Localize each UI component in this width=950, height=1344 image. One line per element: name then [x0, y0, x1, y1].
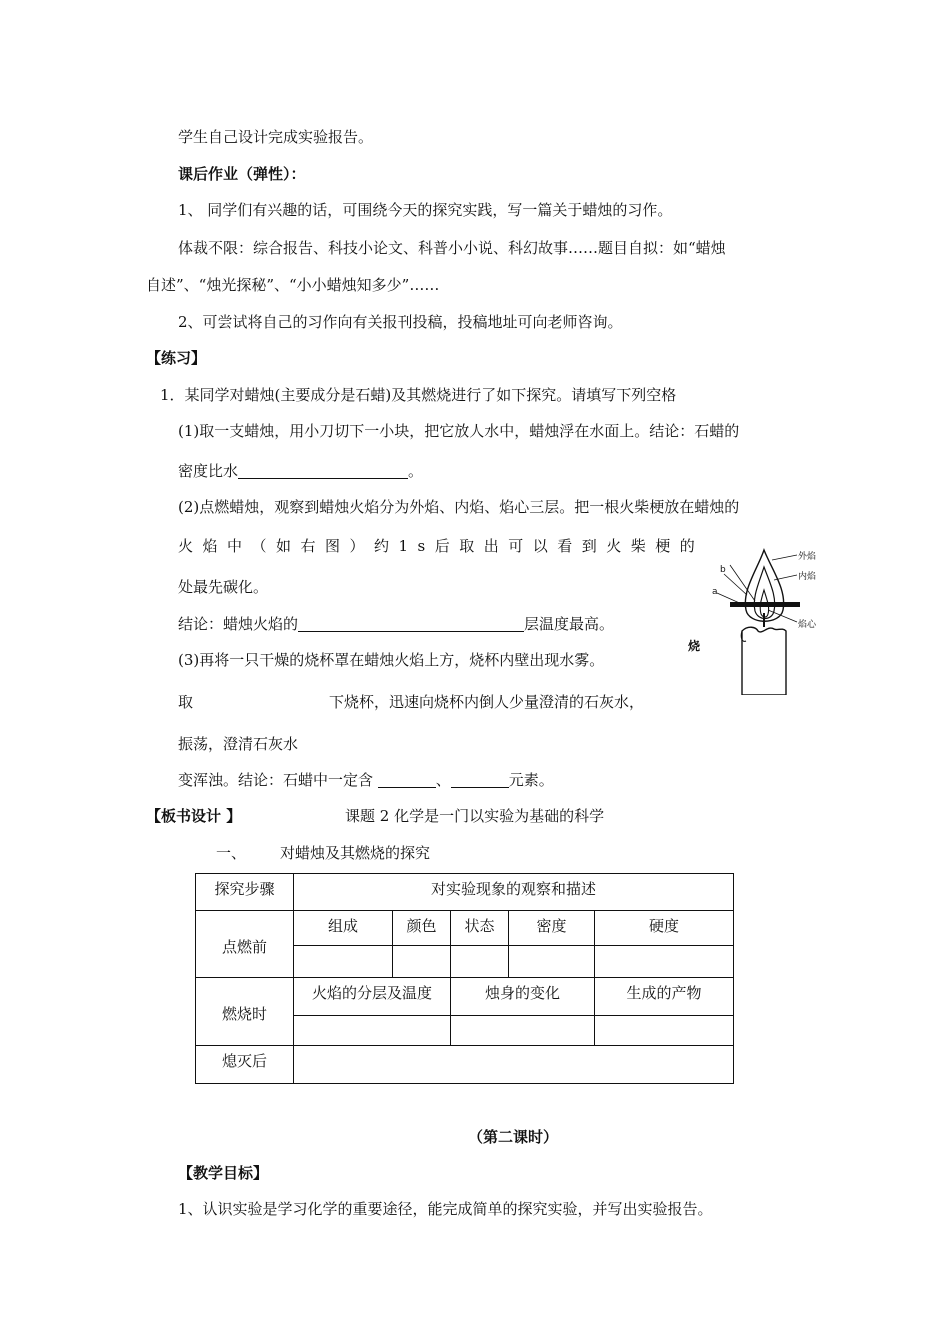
- point-a-label: a: [712, 587, 718, 597]
- question-1-part-1-cont: [178, 461, 423, 481]
- goal-1: 1、认识实验是学习化学的重要途径，能完成简单的探究实验，并写出实验报告。: [178, 1200, 713, 1218]
- practice-heading: 【练习】: [146, 349, 207, 367]
- before-col-composition: 组成: [294, 911, 393, 946]
- element-blank-1[interactable]: [378, 771, 436, 788]
- board-heading: 【板书设计 】: [146, 807, 242, 825]
- element-sep: 、: [435, 771, 451, 789]
- after-cell: [294, 1046, 734, 1084]
- element-blank-2[interactable]: [451, 771, 509, 788]
- row-before-label: 点燃前: [196, 911, 294, 978]
- before-cell: [595, 946, 734, 978]
- outer-flame-label: 外焰: [798, 552, 817, 562]
- burning-col-body: 烛身的变化: [451, 978, 595, 1016]
- board-subtitle: 对蜡烛及其燃烧的探究: [280, 844, 431, 862]
- before-cell: [393, 946, 451, 978]
- burning-col-flame: 火焰的分层及温度: [294, 978, 451, 1016]
- teaching-goals-heading: 【教学目标】: [178, 1164, 269, 1182]
- density-blank[interactable]: [238, 462, 408, 479]
- homework-genre-line: 体裁不限：综合报告、科技小论文、科普小小说、科幻故事……题目自拟：如“蜡烛: [178, 239, 726, 257]
- density-text: 密度比水: [178, 462, 239, 480]
- flame-conclusion: [178, 614, 614, 634]
- board-title: 课题 2 化学是一门以实验为基础的科学: [345, 807, 605, 825]
- before-cell: [451, 946, 509, 978]
- homework-item-2: 2、可尝试将自己的习作向有关报刊投稿，投稿地址可向老师咨询。: [178, 313, 623, 331]
- before-cell: [509, 946, 595, 978]
- point-b-label: b: [720, 565, 726, 575]
- burning-cell: [595, 1016, 734, 1046]
- flame-layer-blank[interactable]: [298, 615, 524, 632]
- before-cell: [294, 946, 393, 978]
- row-after-label: 熄灭后: [196, 1046, 294, 1084]
- before-col-density: 密度: [509, 911, 595, 946]
- flame-conclusion-text: 结论：蜡烛火焰的: [178, 615, 299, 633]
- element-end: 元素。: [508, 771, 554, 789]
- before-col-color: 颜色: [393, 911, 451, 946]
- burning-col-products: 生成的产物: [595, 978, 734, 1016]
- flame-core-label: 焰心: [798, 620, 817, 630]
- row-burning-label: 燃烧时: [196, 978, 294, 1046]
- board-sub-number: 一、: [216, 844, 247, 862]
- before-col-hardness: 硬度: [595, 911, 734, 946]
- homework-genre-line-cont: 自述”、“烛光探秘”、“小小蜡烛知多少”……: [146, 276, 440, 294]
- question-1-part-2-cont: 火焰中（如右图）约1s后取出可以看到火柴梗的: [178, 537, 705, 555]
- question-1-part-1: (1)取一支蜡烛，用小刀切下一小块，把它放人水中，蜡烛浮在水面上。结论：石蜡的: [178, 422, 740, 440]
- element-text: 变浑浊。结论：石蜡中一定含: [178, 771, 378, 789]
- flame-conclusion-end: 层温度最高。: [524, 615, 615, 633]
- density-end: 。: [408, 462, 424, 480]
- homework-heading: 课后作业（弹性）：: [178, 165, 306, 183]
- question-1: 1．某同学对蜡烛(主要成分是石蜡)及其燃烧进行了如下探究。请填写下列空格: [160, 386, 677, 404]
- element-conclusion: [178, 770, 554, 790]
- table-header-step: 探究步骤: [196, 874, 294, 911]
- candle-flame-figure: [688, 545, 822, 695]
- take-text: 取: [178, 693, 194, 711]
- homework-item-1: 1、 同学们有兴趣的话，可围绕今天的探究实践，写一篇关于蜡烛的习作。: [178, 201, 673, 219]
- question-1-part-2: (2)点燃蜡烛，观察到蜡烛火焰分为外焰、内焰、焰心三层。把一根火柴梗放在蜡烛的: [178, 498, 740, 516]
- question-1-part-3-cont: [178, 692, 644, 712]
- burning-cell: [451, 1016, 595, 1046]
- before-col-state: 状态: [451, 911, 509, 946]
- second-period-title: （第二课时）: [468, 1128, 559, 1146]
- board-table: [195, 873, 734, 1084]
- inner-flame-label: 内焰: [798, 572, 817, 582]
- beaker-text: 下烧杯，迅速向烧杯内倒人少量澄清的石灰水，: [329, 693, 645, 711]
- question-1-part-3-cont2: 振荡，澄清石灰水: [178, 735, 299, 753]
- question-1-part-3: (3)再将一只干燥的烧杯罩在蜡烛火焰上方，烧杯内壁出现水雾。: [178, 651, 605, 669]
- report-line: 学生自己设计完成实验报告。: [178, 128, 374, 146]
- figure-side-text: 烧: [688, 639, 701, 653]
- table-header-observation: 对实验现象的观察和描述: [294, 874, 734, 911]
- question-1-part-2-cont2: 处最先碳化。: [178, 578, 269, 596]
- burning-cell: [294, 1016, 451, 1046]
